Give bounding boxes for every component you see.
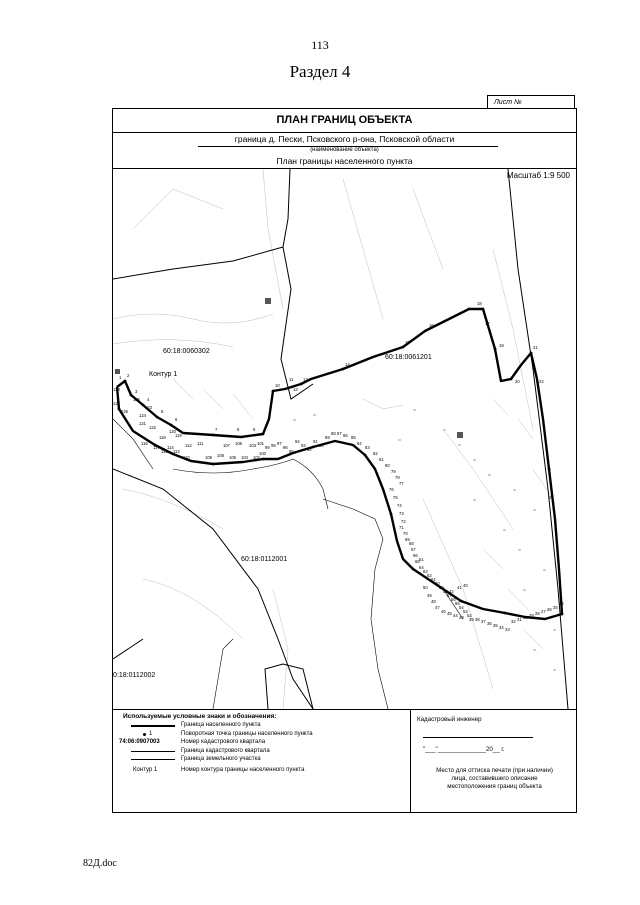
point-label: 33	[505, 627, 510, 632]
map-canvas	[113, 169, 576, 709]
point-label: 49	[427, 593, 432, 598]
point-label: 116	[141, 441, 148, 446]
legend-thick-line-symbol	[119, 721, 175, 730]
point-label: 111	[197, 441, 204, 446]
point-label: 21	[533, 345, 538, 350]
point-label: 53	[463, 609, 468, 614]
point-label: 113	[173, 449, 180, 454]
page-number: 113	[311, 38, 329, 52]
base-map-texture	[113, 169, 553, 709]
map-area[interactable]	[113, 169, 576, 709]
legend	[119, 713, 409, 774]
point-label: 90	[319, 443, 324, 448]
legend-text: Номер кадастрового квартала	[181, 739, 266, 745]
point-label: 112	[185, 443, 192, 448]
point-label: 34	[499, 625, 504, 630]
point-label: 1	[119, 375, 122, 380]
legend-quarter-sample: 74:06:0907003	[119, 739, 160, 745]
point-label: 72	[401, 519, 406, 524]
point-label: 2	[127, 373, 130, 378]
point-label: 37	[481, 619, 486, 624]
point-label: 22	[539, 379, 544, 384]
point-label: 29	[529, 613, 534, 618]
engineer-title: Кадастровый инженер	[417, 716, 482, 723]
point-label: 97	[277, 441, 282, 446]
legend-medium-line-symbol	[119, 747, 175, 756]
point-label: 46	[441, 609, 446, 614]
legend-header: Используемые условные знаки и обозначения:	[123, 713, 277, 720]
point-label: 54	[459, 605, 464, 610]
point-label: 36	[487, 621, 492, 626]
point-label: 83	[365, 445, 370, 450]
point-label: 6	[175, 417, 178, 422]
point-label: 86	[343, 433, 348, 438]
point-label: 82	[373, 451, 378, 456]
point-label: 124	[139, 413, 146, 418]
point-label: 66	[413, 553, 418, 558]
point-label: 11	[289, 377, 294, 382]
parcel-label-1: 60:18:0060302	[163, 348, 210, 355]
point-label: 7	[215, 427, 218, 432]
point-label: 41	[457, 585, 462, 590]
point-label: 103	[249, 443, 256, 448]
point-label: 38	[475, 617, 480, 622]
point-label: 127	[113, 401, 120, 406]
point-label: 108	[217, 453, 224, 458]
point-label: 40	[463, 583, 468, 588]
point-label: 122	[149, 425, 156, 430]
point-label: 119	[175, 433, 182, 438]
point-label: 99	[265, 445, 270, 450]
legend-text: Граница населенного пункта	[181, 722, 261, 728]
point-label: 118	[159, 435, 166, 440]
map-markers	[115, 298, 463, 438]
engineer-block	[417, 713, 572, 791]
stamp-line-1: Место для оттиска печати (при наличии)	[436, 767, 553, 774]
point-label: 31	[517, 617, 522, 622]
point-label: 16	[429, 323, 434, 328]
plan-frame	[112, 108, 577, 813]
legend-text-symbol	[119, 738, 175, 747]
point-labels-south	[405, 495, 564, 632]
point-label: 26	[547, 607, 552, 612]
settlement-boundary	[117, 309, 562, 619]
parcel-label-2: 60:18:0061201	[385, 354, 432, 361]
point-label: 92	[307, 447, 312, 452]
point-label: 15	[405, 340, 410, 345]
point-label: 62	[427, 573, 432, 578]
point-label: 67	[411, 547, 416, 552]
plan-title: ПЛАН ГРАНИЦ ОБЪЕКТА	[113, 109, 576, 133]
point-label: 117	[153, 445, 160, 450]
point-label: 76	[389, 487, 394, 492]
engineer-stamp-note	[417, 767, 572, 791]
point-label: 57	[447, 593, 452, 598]
point-label: 74	[397, 503, 402, 508]
point-label: 32	[511, 619, 516, 624]
point-label: 80	[385, 463, 390, 468]
engineer-date-line: "___"______________20__ г.	[423, 746, 505, 753]
point-label: 128	[113, 387, 120, 392]
point-label: 44	[453, 613, 458, 618]
point-label: 75	[393, 495, 398, 500]
legend-text-symbol	[119, 766, 175, 775]
stamp-line-3: местоположения границ объекта	[447, 783, 542, 790]
point-label: 51	[419, 557, 424, 562]
legend-text: Граница земельного участка	[181, 756, 261, 762]
point-label: 104	[241, 455, 248, 460]
point-label: 121	[139, 421, 146, 426]
point-label: 35	[493, 623, 498, 628]
legend-thin-line-symbol	[119, 755, 175, 764]
parcel-label-3: 60:18:0112001	[241, 556, 288, 563]
point-label: 87	[337, 431, 342, 436]
object-name: граница д. Пески, Псковского р-она, Псковской области	[234, 134, 455, 144]
point-label: 89	[325, 435, 330, 440]
point-label: 27	[541, 609, 546, 614]
legend-point-symbol	[119, 730, 175, 739]
point-label: 50	[423, 585, 428, 590]
point-label: 42	[449, 589, 454, 594]
legend-row-quarter-boundary	[119, 747, 409, 756]
point-label: 52	[467, 613, 472, 618]
point-label: 102	[253, 455, 260, 460]
object-type: План границы населенного пункта	[276, 156, 413, 166]
legend-row-contour	[119, 766, 409, 775]
point-label: 58	[443, 589, 448, 594]
point-label: 9	[253, 427, 256, 432]
legend-vertical-divider	[410, 709, 411, 812]
legend-row-quarter-number	[119, 738, 409, 747]
point-label: 8	[237, 427, 240, 432]
point-label: 73	[399, 511, 404, 516]
point-labels-west	[113, 387, 267, 460]
legend-row-turning-point	[119, 730, 409, 739]
point-label: 5	[161, 409, 164, 414]
point-label: 17	[485, 321, 490, 326]
point-label: 63	[423, 569, 428, 574]
stamp-line-2: лица, составившего описание	[451, 775, 538, 782]
legend-top-divider	[113, 709, 576, 710]
point-label: 81	[379, 457, 384, 462]
point-label: 85	[351, 435, 356, 440]
legend-contour-sample: Контур 1	[133, 766, 158, 773]
point-label: 71	[399, 525, 404, 530]
point-label: 88	[331, 431, 336, 436]
point-label: 96	[283, 445, 288, 450]
point-label: 48	[431, 599, 436, 604]
point-label: 24	[559, 601, 564, 606]
point-label: 84	[357, 441, 362, 446]
point-label: 56	[451, 597, 456, 602]
point-label: 68	[409, 541, 414, 546]
legend-text: Граница кадастрового квартала	[181, 747, 270, 754]
legend-point-label: 1	[149, 730, 153, 737]
point-label: 25	[553, 605, 558, 610]
legend-row-settlement-boundary	[119, 721, 409, 730]
point-label: 47	[435, 605, 440, 610]
point-label: 98	[271, 443, 276, 448]
point-label: 19	[499, 343, 504, 348]
contour-label: Контур 1	[149, 371, 178, 378]
point-label: 69	[405, 537, 410, 542]
point-label: 4	[147, 397, 150, 402]
point-label: 10	[275, 383, 280, 388]
point-label: 20	[515, 379, 520, 384]
point-label: 23	[549, 495, 554, 500]
engineer-signature-line	[423, 737, 533, 738]
point-label: 120	[169, 429, 176, 434]
point-label: 125	[133, 397, 140, 402]
sheet-number-box: Лист №	[487, 95, 575, 109]
point-label: 126	[121, 409, 128, 414]
point-label: 64	[419, 565, 424, 570]
point-label: 78	[395, 475, 400, 480]
point-label: 91	[313, 439, 318, 444]
point-label: 123	[145, 405, 152, 410]
section-title: Раздел 4	[289, 62, 351, 81]
point-label: 65	[415, 559, 420, 564]
point-label: 43	[459, 615, 464, 620]
point-label: 109	[205, 455, 212, 460]
point-label: 106	[235, 441, 242, 446]
point-label: 18	[477, 301, 482, 306]
point-label: 95	[289, 449, 294, 454]
point-label: 12	[303, 377, 308, 382]
point-label: 79	[391, 469, 396, 474]
point-label: 3	[135, 389, 138, 394]
parcel-label-4: 0:18:0112002	[113, 672, 156, 679]
point-label: 93	[301, 443, 306, 448]
point-label: 14	[345, 362, 350, 367]
scale-label: Масштаб 1:9 500	[506, 171, 570, 180]
point-label: 110	[183, 455, 190, 460]
point-label: 39	[469, 617, 474, 622]
point-labels-north	[119, 301, 544, 432]
legend-text: Поворотная точка границы населенного пункта	[181, 730, 313, 737]
point-label: 70	[403, 531, 408, 536]
point-label: 101	[257, 441, 264, 446]
point-label: 107	[223, 443, 230, 448]
point-label: 28	[535, 611, 540, 616]
point-label: 55	[455, 601, 460, 606]
point-label: 77	[399, 481, 404, 486]
object-hint: (наименование объекта)	[310, 147, 379, 153]
legend-text: Номер контура границы населенного пункта	[181, 766, 305, 773]
document-filename: 82Д.doc	[83, 858, 117, 869]
point-label: 115	[161, 449, 168, 454]
urban-dots	[293, 409, 556, 671]
point-label: 60	[435, 581, 440, 586]
point-label: 30	[523, 615, 528, 620]
legend-row-parcel-boundary	[119, 755, 409, 764]
point-label: 114	[167, 445, 174, 450]
point-label: 94	[295, 439, 300, 444]
point-label: 100	[259, 451, 266, 456]
point-label: 61	[431, 577, 436, 582]
point-labels-mid	[265, 431, 408, 536]
point-label: 59	[439, 585, 444, 590]
point-label: 45	[447, 611, 452, 616]
point-label: 105	[229, 455, 236, 460]
point-label: 13	[293, 387, 298, 392]
